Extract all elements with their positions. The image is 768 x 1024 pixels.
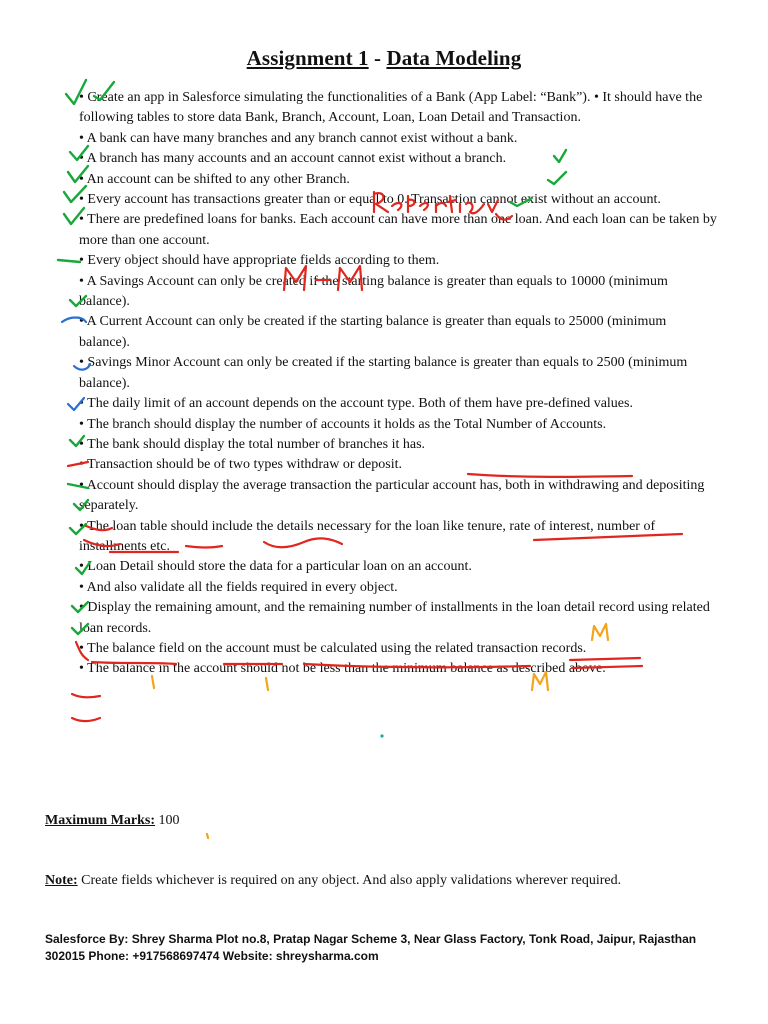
marks-label: Maximum Marks: (45, 813, 156, 828)
dot-mark (380, 734, 383, 737)
tick-mark (266, 678, 268, 690)
note-text: Create fields whichever is required on any object. And also apply validations wherever required. (77, 873, 622, 888)
list-item: • The loan table should include the details necessary for the loan like tenure, rate of interest, number of installments etc. (79, 518, 656, 554)
title-assignment: Assignment 1 (246, 46, 369, 70)
list-item: • The daily limit of an account depends on the account type. Both of them have pre-defined values. (79, 396, 633, 412)
list-item: • There are predefined loans for banks. Each account can have more than one loan. And each loan can be taken by more than one account. (79, 212, 717, 248)
note (45, 873, 621, 889)
marks-value: 100 (155, 813, 180, 828)
requirements-list (79, 88, 719, 680)
list-item: • The bank should display the total number of branches it has. (79, 436, 426, 452)
underline (72, 694, 100, 697)
list-item: • And also validate all the fields required in every object. (79, 579, 398, 595)
list-item: • Account should display the average transaction the particular account has, both in withdrawing and depositing separately. (79, 477, 705, 514)
tick-mark (207, 834, 208, 838)
list-item: • A branch has many accounts and an account cannot exist without a branch. (79, 151, 507, 167)
list-item: • The balance field on the account must be calculated using the related transaction records. (79, 640, 587, 656)
list-item: • Display the remaining amount, and the remaining number of installments in the loan detail record using related loan records. (79, 600, 710, 636)
list-item: • A bank can have many branches and any branch cannot exist without a bank. (79, 130, 518, 146)
check-icon (58, 260, 80, 262)
list-item: • Savings Minor Account can only be created if the starting balance is greater than equals to 2500 (minimum balance). (79, 355, 688, 391)
underline (72, 718, 100, 721)
list-item: • Loan Detail should store the data for a particular loan on an account. (79, 559, 472, 575)
title-topic: Data Modeling (386, 46, 522, 70)
title-separator: - (368, 46, 387, 70)
list-item: • Create an app in Salesforce simulating the functionalities of a Bank (App Label: “Bank”). • It should have the following tables to store data Bank, Branch, Account, Loan, Loan Detail and Transaction. (79, 90, 703, 126)
list-item: • A Savings Account can only be created if the starting balance is greater than equals to 10000 (minimum balance). (79, 273, 668, 310)
list-item: • An account can be shifted to any other Branch. (79, 171, 350, 187)
list-item: • A Current Account can only be created if the starting balance is greater than equals to 25000 (minimum balance). (79, 314, 667, 350)
list-item: • Every account has transactions greater than or equal to 0. Transaction cannot exist without an account. (79, 192, 661, 208)
page-title (0, 46, 768, 71)
list-item: • The balance in the account should not be less than the minimum balance as described above. (79, 661, 606, 677)
note-label: Note: (45, 873, 78, 888)
maximum-marks (45, 813, 180, 829)
list-item: • The branch should display the number of accounts it holds as the Total Number of Accounts. (79, 416, 607, 432)
list-item: • Every object should have appropriate fields according to them. (79, 253, 440, 269)
footer-contact: Salesforce By: Shrey Sharma Plot no.8, Pratap Nagar Scheme 3, Near Glass Factory, Tonk Road, Jaipur, Rajasthan 302015 Phone: +917568697474 Website: shreysharma.com (45, 932, 697, 963)
list-item: • Transaction should be of two types withdraw or deposit. (79, 457, 402, 473)
